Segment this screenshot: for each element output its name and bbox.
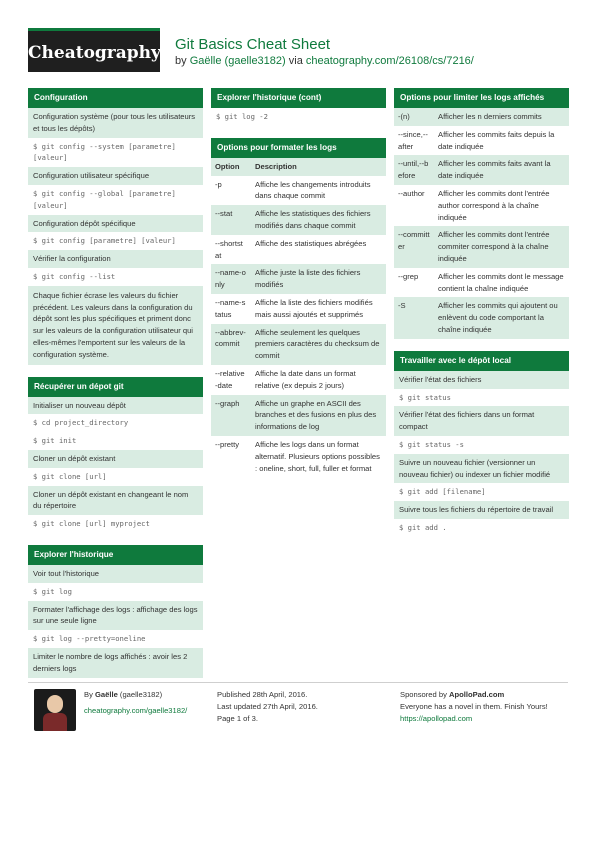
code-line: $ cd project_directory (28, 414, 203, 432)
description-cell: Affiche les changements introduits dans chaque commit (255, 179, 371, 201)
section-title: Configuration (28, 88, 203, 108)
footer (28, 682, 568, 742)
option-cell: --abbrev-commit (211, 324, 251, 365)
table-row (394, 268, 569, 298)
option-cell: --stat (211, 205, 251, 235)
published-date: Published 28th April, 2016. (217, 690, 308, 699)
option-cell: -S (394, 297, 434, 338)
footer-author (84, 689, 187, 717)
table-row (211, 436, 386, 477)
options-table (211, 158, 386, 478)
list-item: Vérifier l'état des fichiers dans un format compact (394, 406, 569, 436)
footer-author-url[interactable]: cheatography.com/gaelle3182/ (84, 706, 188, 715)
description-cell: Afficher les commits qui ajoutent ou enlèvent du code comportant la chaîne indiquée (434, 297, 569, 338)
sponsor-line (400, 689, 548, 701)
table-row (211, 395, 386, 436)
option-cell: --name-status (215, 297, 246, 319)
code-line: $ git clone [url] myproject (28, 515, 203, 533)
table-header-row (211, 158, 386, 176)
table-row (211, 365, 386, 395)
section-title: Options pour limiter les logs affichés (394, 88, 569, 108)
list-item: Configuration utilisateur spécifique (28, 167, 203, 185)
description-cell: Affiche les logs dans un format alternatif. Plusieurs options possibles : oneline, short, full, fuller et format (255, 439, 380, 473)
code-line: $ git clone [url] (28, 468, 203, 486)
description-cell: Afficher les commits dont l'entrée commiter correspond à la chaîne indiquée (434, 226, 569, 267)
description-cell: Afficher les commits faits avant la date indiquée (434, 155, 569, 185)
description-cell: Afficher les n derniers commits (434, 108, 569, 126)
option-cell: --grep (398, 271, 419, 281)
description-cell: Afficher les commits faits depuis la date indiquée (438, 129, 555, 151)
section-formater (211, 138, 386, 478)
limit-options-table (394, 108, 569, 339)
code-line: $ git log -2 (211, 108, 386, 126)
list-item: Vérifier la configuration (28, 250, 203, 268)
table-row (394, 185, 569, 226)
option-cell: --author (398, 188, 425, 198)
option-cell: --pretty (215, 439, 240, 449)
section-title: Explorer l'historique (28, 545, 203, 565)
code-line: $ git log (28, 583, 203, 601)
column-header: Option (211, 158, 251, 176)
list-item: Cloner un dépôt existant (28, 450, 203, 468)
description-cell: Affiche seulement les quelques premiers caractères du checksum de commit (251, 324, 386, 365)
code-line: $ git status (394, 389, 569, 407)
table-row (211, 324, 386, 365)
list-item: Formater l'affichage des logs : affichage des logs sur une seule ligne (28, 601, 203, 631)
table-row (211, 205, 386, 235)
avatar-face (47, 695, 63, 713)
footer-sponsor (400, 689, 548, 725)
column-1 (28, 88, 203, 690)
description-cell: Affiche la date dans un format relative (ex depuis 2 jours) (255, 368, 356, 390)
cheatography-logo[interactable]: Cheatography (28, 28, 160, 72)
avatar-body (43, 713, 67, 731)
list-item: Voir tout l'historique (28, 565, 203, 583)
table-row (394, 155, 569, 185)
option-cell: --name-only (211, 264, 251, 294)
option-cell: --committer (394, 226, 434, 267)
table-row (211, 264, 386, 294)
table-row (394, 297, 569, 338)
footer-author-name[interactable]: Gaëlle (95, 690, 118, 699)
section-title: Récupérer un dépot git (28, 377, 203, 397)
description-cell: Affiche juste la liste des fichiers modifiés (251, 264, 386, 294)
updated-date: Last updated 27th April, 2016. (217, 702, 318, 711)
section-travailler (394, 351, 569, 537)
sponsor-prefix: Sponsored by (400, 690, 447, 699)
sponsor-url[interactable]: https://apollopad.com (400, 714, 473, 723)
header (28, 28, 568, 74)
option-cell: -(n) (394, 108, 434, 126)
column-header: Description (251, 158, 386, 176)
option-cell: --graph (211, 395, 251, 436)
table-row (211, 294, 386, 324)
section-configuration (28, 88, 203, 365)
list-item: Configuration système (pour tous les utilisateurs et tous les dépôts) (28, 108, 203, 138)
section-title: Options pour formater les logs (211, 138, 386, 158)
description-cell: Afficher les commits dont le message contient la chaîne indiquée (438, 271, 564, 293)
table-row (394, 226, 569, 267)
table-row (394, 126, 569, 156)
table-row (211, 235, 386, 265)
section-title: Travailler avec le dépôt local (394, 351, 569, 371)
list-item: Suivre tous les fichiers du répertoire de travail (394, 501, 569, 519)
description-cell: Affiche la liste des fichiers modifiés mais aussi ajoutés et supprimés (255, 297, 373, 319)
code-line: $ git add [filename] (394, 483, 569, 501)
code-line: $ git init (28, 432, 203, 450)
list-item: Suivre un nouveau fichier (versionner un nouveau fichier) ou indexer un fichier modifié (394, 454, 569, 484)
footer-author-line (84, 689, 187, 701)
sponsor-text: Everyone has a novel in them. Finish Yours! (400, 702, 548, 711)
option-cell: --since,--after (398, 129, 428, 151)
footer-dates (217, 689, 318, 725)
page-number: Page 1 of 3. (217, 714, 258, 723)
option-cell: --relative-date (215, 368, 245, 390)
avatar[interactable] (34, 689, 76, 731)
list-item: Initialiser un nouveau dépôt (28, 397, 203, 415)
page-title: Git Basics Cheat Sheet (175, 36, 331, 53)
code-line: $ git config --list (28, 268, 203, 286)
column-3 (394, 88, 569, 549)
code-line: $ git config --global [parametre] [valeur] (28, 185, 203, 215)
note-text: Chaque fichier écrase les valeurs du fichier précédent. Les valeurs dans la configuration du dépôt sont les plus spécifiques et priment donc sur les valeurs de la configuration utilisateur qui elles-mêmes l'emportent sur les valeurs de la configuration système. (28, 286, 203, 365)
description-cell: Afficher les commits dont l'entrée author correspond à la chaîne indiquée (438, 188, 550, 222)
section-title: Explorer l'historique (cont) (211, 88, 386, 108)
code-line: $ git config [parametre] [valeur] (28, 232, 203, 250)
code-line: $ git status -s (394, 436, 569, 454)
option-cell: --shortstat (215, 238, 243, 260)
table-row (211, 176, 386, 206)
description-cell: Affiche des statistiques abrégées (255, 238, 367, 248)
description-cell: Affiche un graphe en ASCII des branches et des fusions en plus des informations de log (251, 395, 386, 436)
author-link[interactable]: Gaëlle (gaelle3182) (189, 55, 286, 67)
page-subtitle (175, 55, 474, 67)
code-line: $ git config --system [parametre] [valeur] (28, 138, 203, 168)
list-item: Configuration dépôt spécifique (28, 215, 203, 233)
code-line: $ git add . (394, 519, 569, 537)
column-2 (211, 88, 386, 489)
sheet-url-link[interactable]: cheatography.com/26108/cs/7216/ (305, 55, 474, 67)
by-label: by (175, 55, 187, 67)
via-label: via (288, 55, 303, 67)
code-line: $ git log --pretty=oneline (28, 630, 203, 648)
footer-author-handle: (gaelle3182) (119, 690, 163, 699)
description-cell: Affiche les statistiques des fichiers modifiés dans chaque commit (251, 205, 386, 235)
list-item: Vérifier l'état des fichiers (394, 371, 569, 389)
section-explorer-cont (211, 88, 386, 126)
list-item: Cloner un dépôt existant en changeant le nom du répertoire (28, 486, 203, 516)
section-explorer (28, 545, 203, 678)
table-row (394, 108, 569, 126)
list-item: Limiter le nombre de logs affichés : avoir les 2 derniers logs (28, 648, 203, 678)
sponsor-name[interactable]: ApolloPad.com (449, 690, 505, 699)
footer-by-label: By (84, 690, 93, 699)
option-cell: -p (215, 179, 222, 189)
section-limiter (394, 88, 569, 339)
section-recuperer (28, 377, 203, 533)
option-cell: --until,--before (394, 155, 434, 185)
